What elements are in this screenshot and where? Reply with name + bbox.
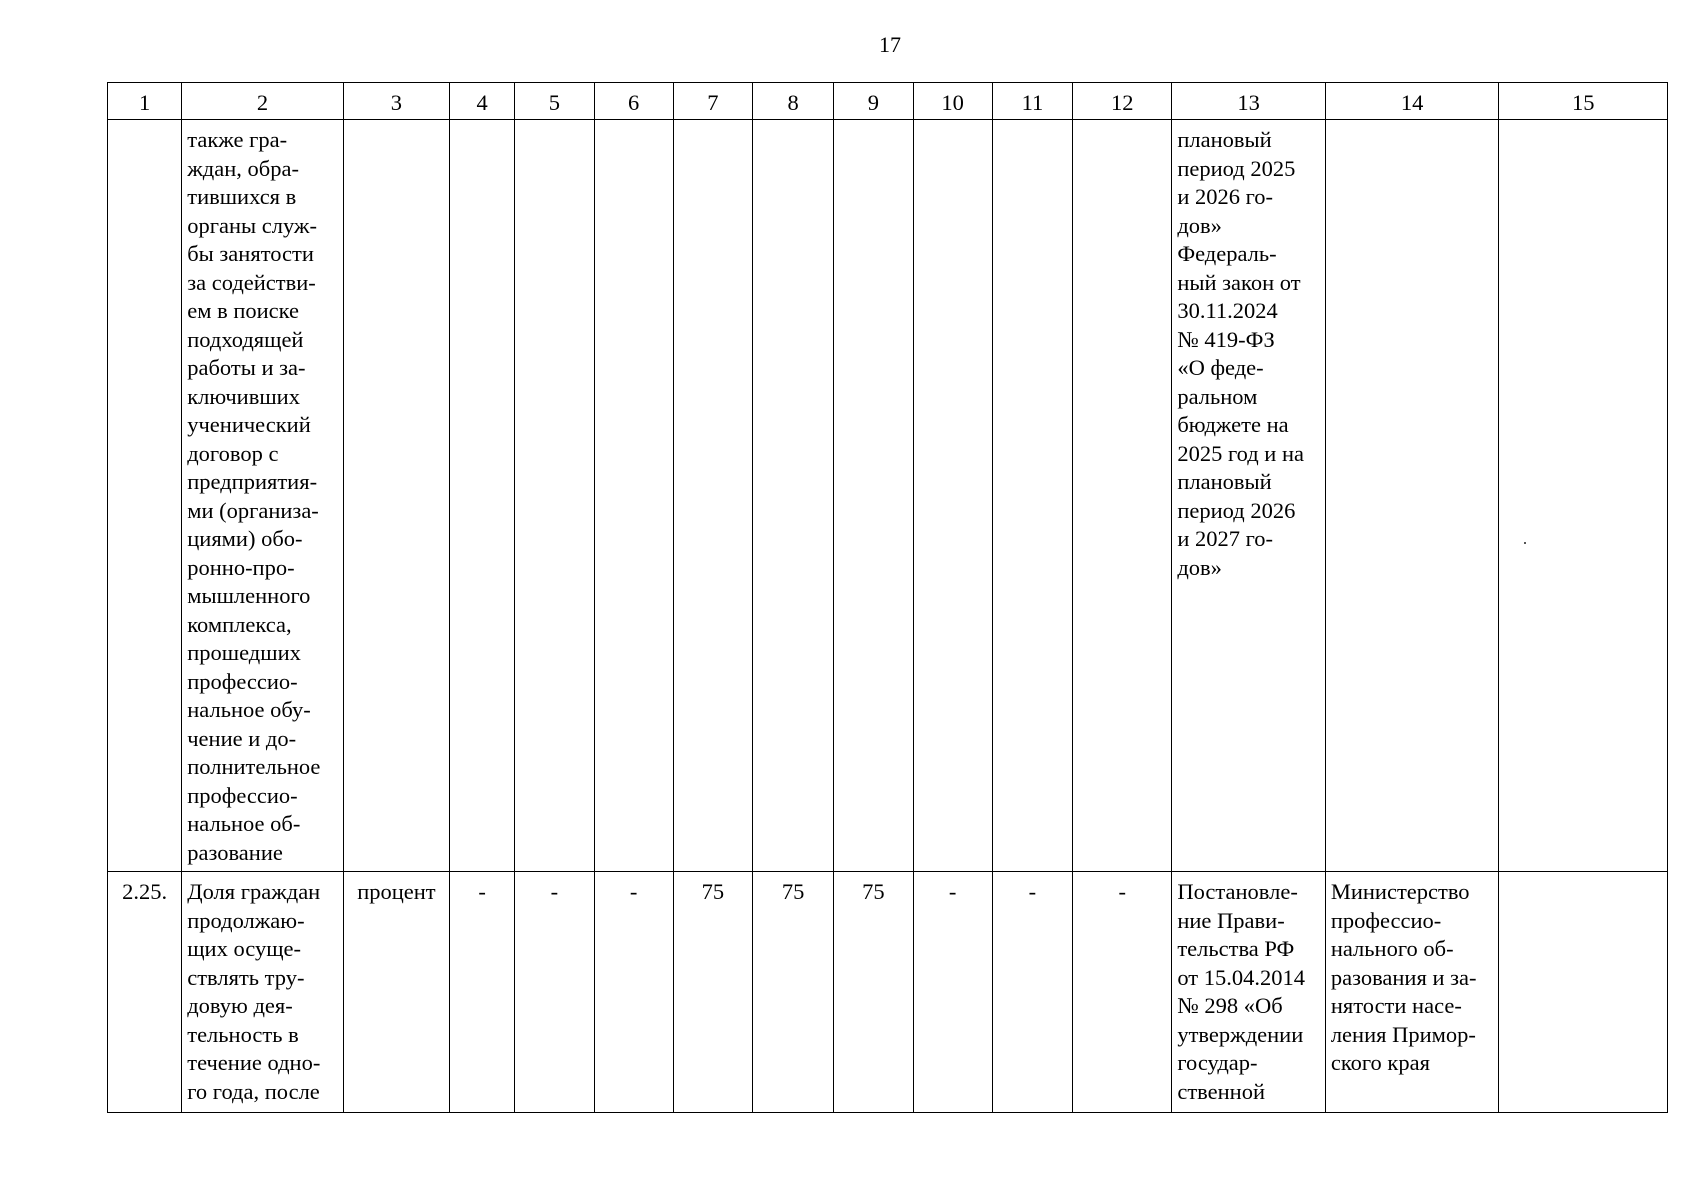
cell-col5: - <box>515 872 594 1113</box>
cell-col10: - <box>913 872 992 1113</box>
header-cell-8: 8 <box>753 83 834 120</box>
cell-col8 <box>753 120 834 872</box>
header-cell-9: 9 <box>834 83 913 120</box>
header-cell-3: 3 <box>343 83 449 120</box>
cell-col6: - <box>594 872 673 1113</box>
cell-unit <box>343 120 449 872</box>
cell-col7: 75 <box>673 872 752 1113</box>
header-cell-14: 14 <box>1325 83 1499 120</box>
table-row-2-25 <box>108 872 1668 1113</box>
cell-col15 <box>1499 872 1668 1113</box>
header-cell-1: 1 <box>108 83 182 120</box>
header-cell-5: 5 <box>515 83 594 120</box>
header-cell-12: 12 <box>1073 83 1172 120</box>
cell-col15 <box>1499 120 1668 872</box>
cell-number <box>108 120 182 872</box>
cell-col12 <box>1073 120 1172 872</box>
page-number: 17 <box>879 32 901 57</box>
header-cell-15: 15 <box>1499 83 1668 120</box>
cell-legal-basis: плановый период 2025 и 2026 го- дов» Федераль- ный закон от 30.11.2024 № 419-ФЗ «О феде- ральном бюджете на 2025 год и на плановый период 2026 и 2027 го- дов» <box>1172 120 1325 872</box>
cell-indicator-name: также гра- ждан, обра- тившихся в органы служ- бы занятости за содействи- ем в поиске подходящей работы и за- ключивших ученический договор с предприятия- ми (организа- циями) обо- ронно-про- мышленного комплекса, прошедших профессио- нальное обу- чение и до- полнительное профессио- нальное об- разование <box>182 120 344 872</box>
header-cell-6: 6 <box>594 83 673 120</box>
cell-col11 <box>992 120 1072 872</box>
cell-responsible: Министерство профессио- нального об- разования и за- нятости насе- ления Примор- ского края <box>1325 872 1499 1113</box>
cell-col9 <box>834 120 913 872</box>
scan-speck <box>1524 542 1526 544</box>
table-header-row <box>108 83 1668 120</box>
cell-col11: - <box>992 872 1072 1113</box>
cell-col10 <box>913 120 992 872</box>
cell-col12: - <box>1073 872 1172 1113</box>
cell-col7 <box>673 120 752 872</box>
indicators-table <box>107 82 1668 1113</box>
cell-indicator-name: Доля граждан продолжаю- щих осуще- ствлять тру- довую дея- тельность в течение одно- го года, после <box>182 872 344 1113</box>
header-cell-7: 7 <box>673 83 752 120</box>
header-cell-10: 10 <box>913 83 992 120</box>
cell-legal-basis: Постановле- ние Прави- тельства РФ от 15.04.2014 № 298 «Об утверждении государ- ственной <box>1172 872 1325 1113</box>
cell-col8: 75 <box>753 872 834 1113</box>
cell-col4: - <box>450 872 515 1113</box>
header-cell-11: 11 <box>992 83 1072 120</box>
cell-col4 <box>450 120 515 872</box>
header-cell-13: 13 <box>1172 83 1325 120</box>
cell-responsible <box>1325 120 1499 872</box>
cell-col6 <box>594 120 673 872</box>
cell-unit: процент <box>343 872 449 1113</box>
cell-col9: 75 <box>834 872 913 1113</box>
table-row-continuation <box>108 120 1668 872</box>
cell-number: 2.25. <box>108 872 182 1113</box>
header-cell-4: 4 <box>450 83 515 120</box>
header-cell-2: 2 <box>182 83 344 120</box>
cell-col5 <box>515 120 594 872</box>
